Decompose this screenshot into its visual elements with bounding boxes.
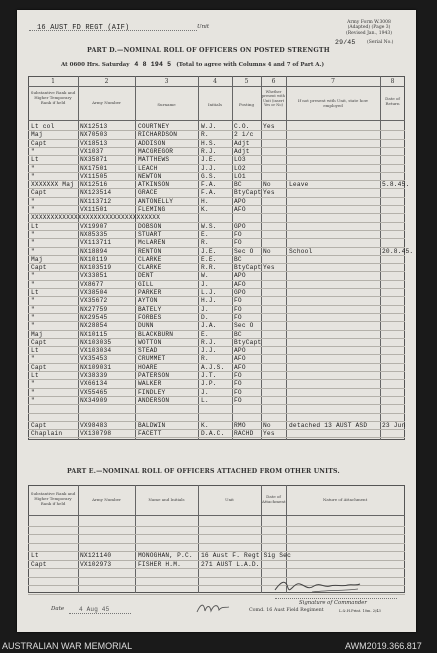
archive-footer — [0, 640, 437, 653]
cell-initials: J.E. — [201, 156, 217, 164]
cell-surname: ANDERSON — [138, 396, 170, 404]
cell-army-number: VX18513 — [80, 139, 108, 147]
cell-rank: Lt — [31, 289, 39, 296]
cell-employment: School — [289, 247, 313, 255]
cell-initials: R. — [201, 239, 209, 247]
cell-initials: J.J. — [201, 164, 217, 172]
cell-surname: DENT — [138, 272, 154, 280]
cell-rank: Lt — [31, 156, 39, 164]
cell-rank: Capt — [31, 338, 47, 346]
cell-initials: H. — [201, 197, 209, 205]
signature-label: Signature of Commander — [299, 600, 367, 606]
cell-army-number: NX29545 — [80, 313, 108, 321]
unit-label: Unit — [197, 24, 210, 30]
table-row — [28, 561, 405, 569]
cell-surname: NEWTON — [138, 172, 162, 180]
unit-underline — [29, 30, 197, 31]
cell-army-number: VX11505 — [80, 172, 108, 180]
table-row — [28, 231, 405, 239]
cell-initials: E. — [201, 330, 209, 338]
date-label: Date — [51, 606, 65, 612]
cell-surname: BALDWIN — [138, 421, 166, 429]
cell-army-number: VX102973 — [80, 560, 112, 568]
table-row — [28, 247, 414, 256]
part-e-title: PART E.—NOMINAL ROLL OF OFFICERS ATTACHED FROM OTHER UNITS. — [67, 468, 340, 475]
cell-posting: FO — [234, 388, 242, 396]
cell-posting: FO — [234, 305, 242, 313]
cell-rank: Lt — [31, 222, 39, 230]
signature-line — [275, 598, 397, 599]
cell-surname: GILL — [138, 280, 154, 288]
archive-name: AUSTRALIAN WAR MEMORIAL — [2, 641, 133, 651]
initials-mark — [195, 600, 231, 619]
cell-posting: RMO — [234, 421, 246, 429]
cell-army-number: NX10115 — [80, 330, 108, 338]
cell-rank: " — [31, 280, 35, 288]
cell-army-number: NX27759 — [80, 305, 108, 313]
table-row — [28, 140, 405, 148]
cell-present: No — [263, 181, 271, 189]
col-header-name: Name and Initials — [148, 497, 185, 502]
cell-present: Yes — [263, 189, 275, 197]
cell-initials: J.A. — [201, 322, 217, 330]
cell-initials: J.J. — [201, 347, 217, 355]
col-header-surname: Surname — [157, 102, 176, 107]
form-line-3: (Revised Jan., 1943) — [346, 30, 392, 36]
serial-label: (Serial No.) — [367, 40, 394, 45]
cell-posting: LO1 — [234, 172, 246, 180]
cell-army-number: NX17501 — [80, 164, 108, 172]
cell-posting: RACHD — [234, 430, 254, 438]
cell-rank: Capt — [31, 139, 47, 147]
table-row — [28, 156, 405, 164]
cell-posting: AFO — [234, 363, 246, 371]
cell-posting: FO — [234, 372, 242, 379]
cell-army-number: VX1037 — [80, 147, 104, 155]
table-row — [28, 552, 405, 560]
cell-surname: DUNN — [138, 322, 154, 330]
cell-rank: " — [31, 297, 35, 305]
cell-initials: W.J. — [201, 123, 217, 130]
table-row — [28, 314, 405, 322]
cell-surname: BATELY — [138, 305, 162, 313]
printer-note: L.&.H.Print. 10m. 2/43 — [339, 609, 381, 613]
table-row — [28, 165, 405, 173]
cell-posting: BC — [234, 181, 242, 189]
cell-rank: Capt — [31, 363, 47, 371]
cell-army-number: NX34909 — [80, 396, 108, 404]
cell-army-number: NX10119 — [80, 255, 108, 263]
cell-initials: L. — [201, 396, 209, 404]
col-header-date-attached: Date of Attachment — [262, 494, 286, 504]
cell-present: Yes — [263, 264, 275, 272]
cell-army-number: NX121140 — [80, 552, 112, 559]
table-row — [28, 189, 405, 197]
cell-army-number: VX113711 — [80, 239, 112, 247]
commander-stamp: Comd. 16 Aust Field Regiment — [249, 608, 324, 613]
cell-initials: K. — [201, 421, 209, 429]
cell-posting: BtyCapt — [234, 264, 262, 272]
cell-initials: J.E. — [201, 247, 217, 255]
cell-rank: Lt — [31, 372, 39, 379]
cell-posting: GPO — [234, 222, 246, 230]
cell-name: FISHER H.M. — [138, 560, 182, 568]
cell-employment: detached 13 AUST ASD — [289, 421, 368, 429]
cell-initials: A.J.S. — [201, 363, 225, 371]
cell-initials: R.R. — [201, 264, 217, 272]
cell-rank: " — [31, 206, 35, 213]
cell-posting: FO — [234, 380, 242, 388]
cell-unit: 16 Aust F. Regt Sig Sec — [201, 552, 292, 559]
cell-name: MONOGHAN, P.C. — [138, 552, 193, 559]
cell-posting: LO3 — [234, 156, 246, 164]
cell-posting: GPO — [234, 289, 246, 296]
cell-posting: FO — [234, 230, 242, 238]
cell-present: Yes — [263, 430, 275, 438]
cell-rank: " — [31, 305, 35, 313]
table-row — [28, 181, 410, 189]
table-row — [28, 123, 405, 131]
cell-posting: LO2 — [234, 164, 246, 172]
cell-posting: Adjt — [234, 147, 250, 155]
header-number-line — [28, 86, 405, 87]
cell-army-number: NX103035 — [80, 338, 112, 346]
table-row — [28, 422, 405, 430]
cell-initials: E.E. — [201, 255, 217, 263]
cell-rank: " — [31, 164, 35, 172]
cell-army-number: VX11501 — [80, 206, 108, 213]
cell-initials: D.A.C. — [201, 430, 225, 438]
cell-surname: CLARKE — [138, 264, 162, 272]
cell-rank: Maj — [31, 255, 43, 263]
table-row — [28, 264, 405, 272]
cell-posting: APO — [234, 272, 246, 280]
table-row — [28, 397, 405, 405]
table-row — [28, 364, 405, 372]
table-row — [28, 389, 405, 397]
col-header-employment: If not present with Unit, state how employed — [297, 98, 369, 108]
cell-posting: APO — [234, 197, 246, 205]
cell-army-number: NX123514 — [80, 189, 112, 197]
as-at-suffix: (Total to agree with Columns 4 and 7 of Part A.) — [176, 62, 325, 68]
cell-surname: ANTONELLY — [138, 197, 174, 205]
col-header-army-number: Army Number — [92, 497, 121, 502]
cell-rank: Capt — [31, 421, 47, 429]
cell-rank: XXXXXXXXXXXXXXXXXXXXXXXXXXXXXXXXX — [31, 214, 161, 222]
cell-posting: AFO — [234, 206, 246, 213]
form-number — [329, 20, 409, 36]
table-row — [28, 281, 405, 289]
cell-initials: L.J. — [201, 289, 217, 296]
cell-initials: W.S. — [201, 222, 217, 230]
cell-initials: J. — [201, 388, 209, 396]
cell-rank: " — [31, 388, 35, 396]
cell-initials: W. — [201, 272, 209, 280]
cell-surname: PATERSON — [138, 372, 170, 379]
cell-posting: AFO — [234, 280, 246, 288]
col-number: 2 — [104, 78, 109, 85]
part-e-table — [28, 485, 405, 593]
cell-surname: CRUMMET — [138, 355, 166, 363]
col-header-rank: Substantive Rank and Higher Temporary Rank if held — [30, 491, 76, 506]
cell-initials: F.A. — [201, 181, 217, 189]
cell-initials: R. — [201, 131, 209, 139]
cell-surname: WALKER — [138, 380, 162, 388]
cell-army-number: VX103034 — [80, 347, 112, 355]
archive-id: AWM2019.366.817 — [345, 641, 422, 651]
part-d-table — [28, 76, 414, 440]
table-row — [28, 297, 405, 305]
cell-return-date: 5.8.45. — [382, 181, 410, 189]
cell-rank: " — [31, 313, 35, 321]
signature-mark — [272, 578, 362, 600]
cell-posting: Sec O — [234, 247, 254, 255]
cell-surname: McLAREN — [138, 239, 166, 247]
cell-rank: " — [31, 272, 35, 280]
cell-posting: AFO — [234, 355, 246, 363]
cell-rank: Maj — [31, 330, 43, 338]
cell-surname: WOTTON — [138, 338, 162, 346]
cell-posting: FO — [234, 297, 242, 305]
cell-army-number: NX35871 — [80, 156, 108, 164]
table-row — [28, 272, 405, 280]
table-row — [28, 256, 405, 264]
col-header-unit: Unit — [225, 497, 234, 502]
table-row — [28, 355, 405, 363]
cell-surname: FINDLEY — [138, 388, 166, 396]
cell-army-number: VX38504 — [80, 289, 108, 296]
part-d-title: PART D.—NOMINAL ROLL OF OFFICERS ON POSTED STRENGTH — [87, 47, 330, 54]
cell-return-date: 20.8.45. — [382, 247, 414, 255]
cell-surname: FORBES — [138, 313, 162, 321]
row-rule — [28, 526, 405, 527]
date-value: 4 Aug 45 — [79, 606, 110, 613]
table-row — [28, 347, 405, 355]
cell-surname: MATTHEWS — [138, 156, 170, 164]
cell-rank: " — [31, 396, 35, 404]
cell-rank: " — [31, 147, 35, 155]
cell-initials: F.A. — [201, 189, 217, 197]
col-header-initials: Initials — [207, 102, 223, 107]
cell-army-number: NX109031 — [80, 363, 112, 371]
cell-present: No — [263, 421, 271, 429]
table-row — [28, 148, 405, 156]
cell-army-number: NX113712 — [80, 197, 112, 205]
col-number: 6 — [271, 78, 276, 85]
document-page — [17, 10, 416, 632]
cell-rank: " — [31, 172, 35, 180]
cell-surname: MACGREGOR — [138, 147, 174, 155]
cell-initials: R.J. — [201, 147, 217, 155]
table-row — [28, 380, 405, 388]
cell-army-number: NX70503 — [80, 131, 108, 139]
cell-rank: Lt — [31, 552, 39, 559]
cell-initials: H.S. — [201, 139, 217, 147]
cell-posting: FO — [234, 313, 242, 321]
cell-rank: Lt — [31, 347, 39, 355]
cell-surname: ADDISON — [138, 139, 166, 147]
cell-surname: FLEMING — [138, 206, 166, 213]
form-line-2: (Adapted) (Page 3) — [347, 25, 391, 31]
cell-initials: J.P. — [201, 380, 217, 388]
cell-army-number: VX98483 — [80, 421, 108, 429]
cell-posting: BtyCapt — [234, 189, 262, 197]
table-row — [28, 306, 405, 314]
cell-rank: Lt col — [31, 123, 55, 130]
cell-initials: H.J. — [201, 297, 217, 305]
cell-initials: E. — [201, 230, 209, 238]
cell-surname: DOBSON — [138, 222, 162, 230]
cell-unit: 271 AUST L.A.D. — [201, 560, 260, 568]
table-row — [28, 289, 405, 297]
cell-surname: AYTON — [138, 297, 158, 305]
table-row — [28, 173, 405, 181]
table-row — [28, 339, 405, 347]
cell-surname: RENTON — [138, 247, 162, 255]
cell-rank: Capt — [31, 560, 47, 568]
col-number: 3 — [164, 78, 169, 85]
cell-initials: R. — [201, 355, 209, 363]
col-number: 5 — [244, 78, 249, 85]
table-row — [28, 322, 405, 330]
cell-surname: RICHARDSON — [138, 131, 178, 139]
cell-initials: J. — [201, 280, 209, 288]
cell-return-date: 23 Jun — [382, 421, 406, 429]
col-number: 8 — [390, 78, 395, 85]
cell-posting: BC — [234, 330, 242, 338]
cell-initials: D. — [201, 313, 209, 321]
cell-army-number: NX28854 — [80, 322, 108, 330]
cell-initials: J.T. — [201, 372, 217, 379]
table-row — [28, 131, 405, 139]
cell-rank: " — [31, 230, 35, 238]
table-row — [28, 206, 405, 214]
table-row — [28, 372, 405, 380]
row-rule — [28, 543, 405, 544]
cell-rank: " — [31, 380, 35, 388]
row-rule — [28, 534, 405, 535]
cell-surname: CLARKE — [138, 255, 162, 263]
table-row — [28, 414, 405, 422]
cell-posting: BtyCapt — [234, 338, 262, 346]
col-number: 7 — [331, 78, 335, 85]
table-row — [28, 223, 405, 231]
cell-posting: Adjt — [234, 139, 250, 147]
col-header-nature: Nature of Attachment — [322, 497, 368, 502]
col-header-return: Date of Return — [385, 96, 400, 106]
cell-posting: 2 i/c — [234, 131, 254, 139]
cell-present: No — [263, 247, 271, 255]
col-header-army-number: Army Number — [92, 100, 121, 105]
cell-army-number: VX8677 — [80, 280, 104, 288]
cell-posting: C.O. — [234, 123, 250, 130]
table-row — [28, 405, 405, 413]
cell-posting: BC — [234, 255, 242, 263]
cell-army-number: VX35672 — [80, 297, 108, 305]
cell-surname: LEACH — [138, 164, 158, 172]
col-number: 1 — [51, 78, 55, 85]
header-bottom-line — [28, 515, 405, 516]
cell-surname: ATKINSON — [138, 181, 170, 189]
cell-army-number: VX55465 — [80, 388, 108, 396]
cell-rank: Chaplain — [31, 430, 63, 438]
date-line — [69, 613, 131, 614]
cell-posting: FO — [234, 396, 242, 404]
cell-initials: J. — [201, 305, 209, 313]
cell-army-number: VX130798 — [80, 430, 112, 438]
cell-surname: HOARE — [138, 363, 158, 371]
cell-army-number: VX19907 — [80, 222, 108, 230]
cell-surname: GRACE — [138, 189, 158, 197]
cell-initials: G.S. — [201, 172, 217, 180]
cell-surname: STUART — [138, 230, 162, 238]
table-row — [28, 430, 405, 438]
cell-posting: Sec O — [234, 322, 254, 330]
col-header-rank: Substantive Rank and Higher Temporary Rank if held — [30, 90, 76, 105]
cell-army-number: NX18894 — [80, 247, 108, 255]
serial-date: 29/45 — [335, 39, 356, 46]
form-line-1: Army Form W.3008 — [347, 20, 391, 25]
header-bottom-line — [28, 120, 405, 121]
cell-army-number: VX66134 — [80, 380, 108, 388]
table-row — [28, 214, 405, 222]
col-number: 4 — [213, 78, 217, 85]
cell-rank: " — [31, 355, 35, 363]
as-at-prefix: At 0600 Hrs. Saturday — [61, 62, 130, 68]
cell-rank: " — [31, 247, 35, 255]
cell-rank: " — [31, 322, 35, 330]
as-at-date: 4 8 194 5 — [134, 61, 172, 68]
cell-army-number: NX12513 — [80, 123, 108, 130]
cell-army-number: NX103519 — [80, 264, 112, 272]
cell-surname: STEAD — [138, 347, 158, 355]
col-header-present: Whether present with Unit (insert Yes or No) — [262, 90, 286, 108]
cell-employment: Leave — [289, 181, 309, 189]
cell-rank: Maj — [31, 131, 43, 139]
cell-initials: R.J. — [201, 338, 217, 346]
cell-army-number: NX85335 — [80, 230, 108, 238]
cell-army-number: VX35453 — [80, 355, 108, 363]
cell-surname: COURTNEY — [138, 123, 170, 130]
cell-rank: XXXXXXX Maj — [31, 181, 75, 189]
cell-rank: " — [31, 239, 35, 247]
cell-posting: FO — [234, 239, 242, 247]
table-row — [28, 198, 405, 206]
unit-value: 16 AUST FD REGT (AIF) — [37, 24, 130, 32]
cell-army-number: VX33851 — [80, 272, 108, 280]
cell-initials: K. — [201, 206, 209, 213]
cell-army-number: NX12516 — [80, 181, 108, 189]
cell-rank: Capt — [31, 189, 47, 197]
table-row — [28, 239, 405, 247]
as-at-line — [61, 61, 324, 68]
cell-surname: FACETT — [138, 430, 162, 438]
cell-present: Yes — [263, 123, 275, 130]
col-header-posting: Posting — [238, 102, 254, 107]
cell-rank: Capt — [31, 264, 47, 272]
cell-army-number: VX38339 — [80, 372, 108, 379]
cell-surname: BLACKBURN — [138, 330, 174, 338]
cell-posting: APO — [234, 347, 246, 355]
cell-surname: PARKER — [138, 289, 162, 296]
cell-rank: " — [31, 197, 35, 205]
table-row — [28, 331, 405, 339]
